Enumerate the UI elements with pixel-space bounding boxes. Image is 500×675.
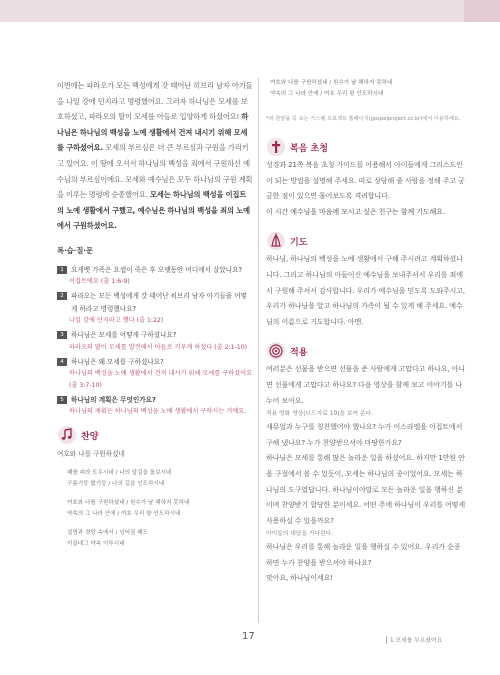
song-lyrics-block-3 <box>57 528 253 550</box>
question-number: 5 <box>57 396 67 404</box>
answer-text: 하나님의 계획은 하나님의 백성을 노예 생활에서 구하시는 거예요. <box>69 408 247 416</box>
answer-text: 파라오의 딸이 모세를 발견해서 아들로 키우게 하셨다 (출 2:1-10) <box>69 343 248 351</box>
apply-heading: 적용 <box>290 347 308 358</box>
page-number: 17 <box>242 631 255 642</box>
prayer-section-header <box>266 230 466 252</box>
question-text: 하나님은 왜 모세를 구하셨나요? <box>71 357 164 366</box>
invite-section-header <box>266 136 466 158</box>
review-question-2 <box>57 290 253 315</box>
song-footnote: *위 찬양을 꼭 보는 가스펠 프로젝트 홈페이지(gospelproject.co.kr)에서 이용하세요. <box>266 116 461 122</box>
lyric-line: 여호와 나를 구원하셨네 / 원수가 날 해하지 못하네 <box>67 500 190 507</box>
question-text: 하나님은 모세를 어떻게 구하셨나요? <box>71 331 177 340</box>
intro-paragraph <box>57 78 253 234</box>
review-question-4 <box>57 356 253 368</box>
lyric-line: 패를 피라 도우시네 / 나의 앞길을 돌보시네 <box>67 470 172 477</box>
music-note-icon <box>57 425 77 445</box>
review-question-list <box>57 264 253 418</box>
lyric-line: 약속의 그 나라 안에 / 여호 우리 왕 인도하시네 <box>67 511 181 518</box>
question-number: 1 <box>57 266 67 274</box>
apply-text: 여러분은 선물을 받으면 선물을 준 사람에게 고맙다고 하나요, 아니면 선물에게 고맙다고 하나요? 다음 영상을 함께 보고 이야기를 나누어 보아요. <box>266 365 465 405</box>
question-number: 4 <box>57 358 67 366</box>
song-lyrics-continued <box>266 78 466 100</box>
apply-instruction: 적용 영화 영상(디드자료 10)을 보여 준다. <box>266 411 373 418</box>
lyric-line: 구름기둥 밟기둥 / 나의 길을 인도하시네 <box>67 481 165 488</box>
review-question-3 <box>57 329 253 341</box>
cross-icon <box>266 137 286 157</box>
invite-heading: 복음 초청 <box>290 143 328 154</box>
apply-text-3: 하나님은 모세를 통해 많은 놀라운 일을 하셨어요. 하지만 1만원 안을 구절에서 볼 수 있듯이, 모세는 하나님의 종이었어요. 모세는 하나님의 도구였답니다. 하나님이야말로 모든 놀라운 일을 행하신 분이며 찬양받기 합당한 분이세요. 어떤 주에 하나님이 우리를 어떻게 사용하실 수 있을까요? <box>266 454 465 525</box>
lyric-line: 약속의 그 나라 안에 / 여호 우리 왕 인도하시네 <box>270 91 384 97</box>
song-title: 여호와 나를 구원하셨네 <box>57 450 125 459</box>
top-decor-band <box>0 0 500 22</box>
lyric-line: 설명과 경망 속에서 / 넘어질 때도 <box>67 530 149 537</box>
question-text: 요게벳 가족은 요셉이 죽은 후 오랫동안 어디에서 살았나요? <box>71 265 243 274</box>
intro-text-2-bold: 하나님은 하나님의 백성을 노예 생활에서 건져 내시기 위해 모세를 구하셨어요. <box>57 112 249 153</box>
question-number: 3 <box>57 331 67 339</box>
chapter-label: 1 모세를 부르셨어요 <box>390 638 443 644</box>
column-divider <box>258 78 259 623</box>
lyric-line: 이끌네그 약속 이루시네 <box>67 541 125 548</box>
answer-text: 나일 강에 던지라고 했다 (출 1:22) <box>69 317 164 325</box>
prayer-text: 하나님, 하나님의 백성을 노예 생활에서 구해 주시려고 계획하셨나니다. 그리고 하나님의 아들이신 예수님을 보내주셔서 우리를 죄에서 구원해 주셔서 감사합니다. 우리가 예수님을 믿도록 도와주시고, 우리가 하나님을 알고 하나님의 가족이 될 수 있게 해 주세요. 예수님의 이름으로 기도합니다. 아멘. <box>266 255 465 326</box>
praying-hands-icon <box>266 231 286 251</box>
song-lyrics-block-2 <box>57 498 253 520</box>
apply-text-2: 새뮤얼과 누구를 칭찬했어야 했나요? 누가 이스라엘을 이집트에서 구해 냈나요? 누가 찬양받으셔야 마땅한가요? <box>266 423 463 447</box>
review-question-1 <box>57 264 253 276</box>
top-decor-band-tab <box>464 0 500 22</box>
review-question-5 <box>57 394 253 406</box>
prayer-heading: 기도 <box>290 237 308 248</box>
invite-text: 성경과 21쪽 복음 초청 가이드를 이용해서 아이들에게 그리스도인이 되는 방법을 설명해 주세요. 따로 상담해 줄 사람을 정해 주고 궁금한 점이 있으면 물어보도록 격려합니다. <box>266 161 465 201</box>
invite-text-2: 이 시간 예수님을 마음에 모시고 싶은 친구는 함께 기도해요. <box>266 207 446 216</box>
apply-instruction-2: 아이들의 대답을 기다린다. <box>266 531 334 538</box>
lyric-line: 여호와 나를 구원하셨네 / 원수가 날 해하지 못하네 <box>270 80 393 86</box>
question-text: 하나님의 계획은 무엇인가요? <box>71 395 156 404</box>
target-icon <box>266 341 286 361</box>
question-number: 2 <box>57 292 67 300</box>
footer-separator <box>386 636 387 644</box>
answer-text: 이집트에요 (출 1:6-9) <box>69 278 130 286</box>
intro-text-4-bold: 모세는 하나님의 백성을 이집트의 노예 생활에서 구했고, 예수님은 하나님의 백성을 죄의 노예에서 구원하셨어요. <box>57 190 250 231</box>
apply-section-header <box>266 340 466 362</box>
apply-text-5: 맞아요, 하나님이세요! <box>266 574 333 583</box>
right-column <box>266 78 466 587</box>
intro-text-3: 모세의 부르심은 더 큰 부르심과 구원을 가리키고 있어요. 이 땅에 오셔서 하나님의 백성을 죄에서 구원하신 예수님의 부르심이에요. 모세와 예수님은 모두 하나님의 구원 계획을 이루는 명령에 순종했어요. <box>57 143 253 200</box>
song-heading: 찬양 <box>81 431 99 442</box>
intro-text-1: 이번에는 파라오가 모든 백성에게 갓 태어난 히브리 남자 아기들을 나일 강에 던지라고 명령했어요. 그러자 하나님은 모세를 보호하셨고, 파라오의 딸이 모세를 아들로 입양하게 하셨어요! <box>57 81 253 122</box>
answer-text: 하나님의 백성을 노예 생활에서 건져 내시기 위해 모세를 구하셨어요 (출 3:7-10) <box>69 369 253 389</box>
left-column <box>57 78 253 550</box>
review-questions-heading: 복·습·질·문 <box>57 245 93 255</box>
apply-text-4: 하나님은 우리를 통해 놀라운 일을 행하실 수 있어요. 우리가 순종하면 누가 찬양을 받으셔야 하나요? <box>266 543 461 567</box>
question-text: 파라오는 모든 백성에게 갓 태어난 히브리 남자 아기들을 어떻게 하라고 명령했나요? <box>71 292 248 313</box>
song-section-header <box>57 424 253 446</box>
song-lyrics-block-1 <box>57 468 253 490</box>
